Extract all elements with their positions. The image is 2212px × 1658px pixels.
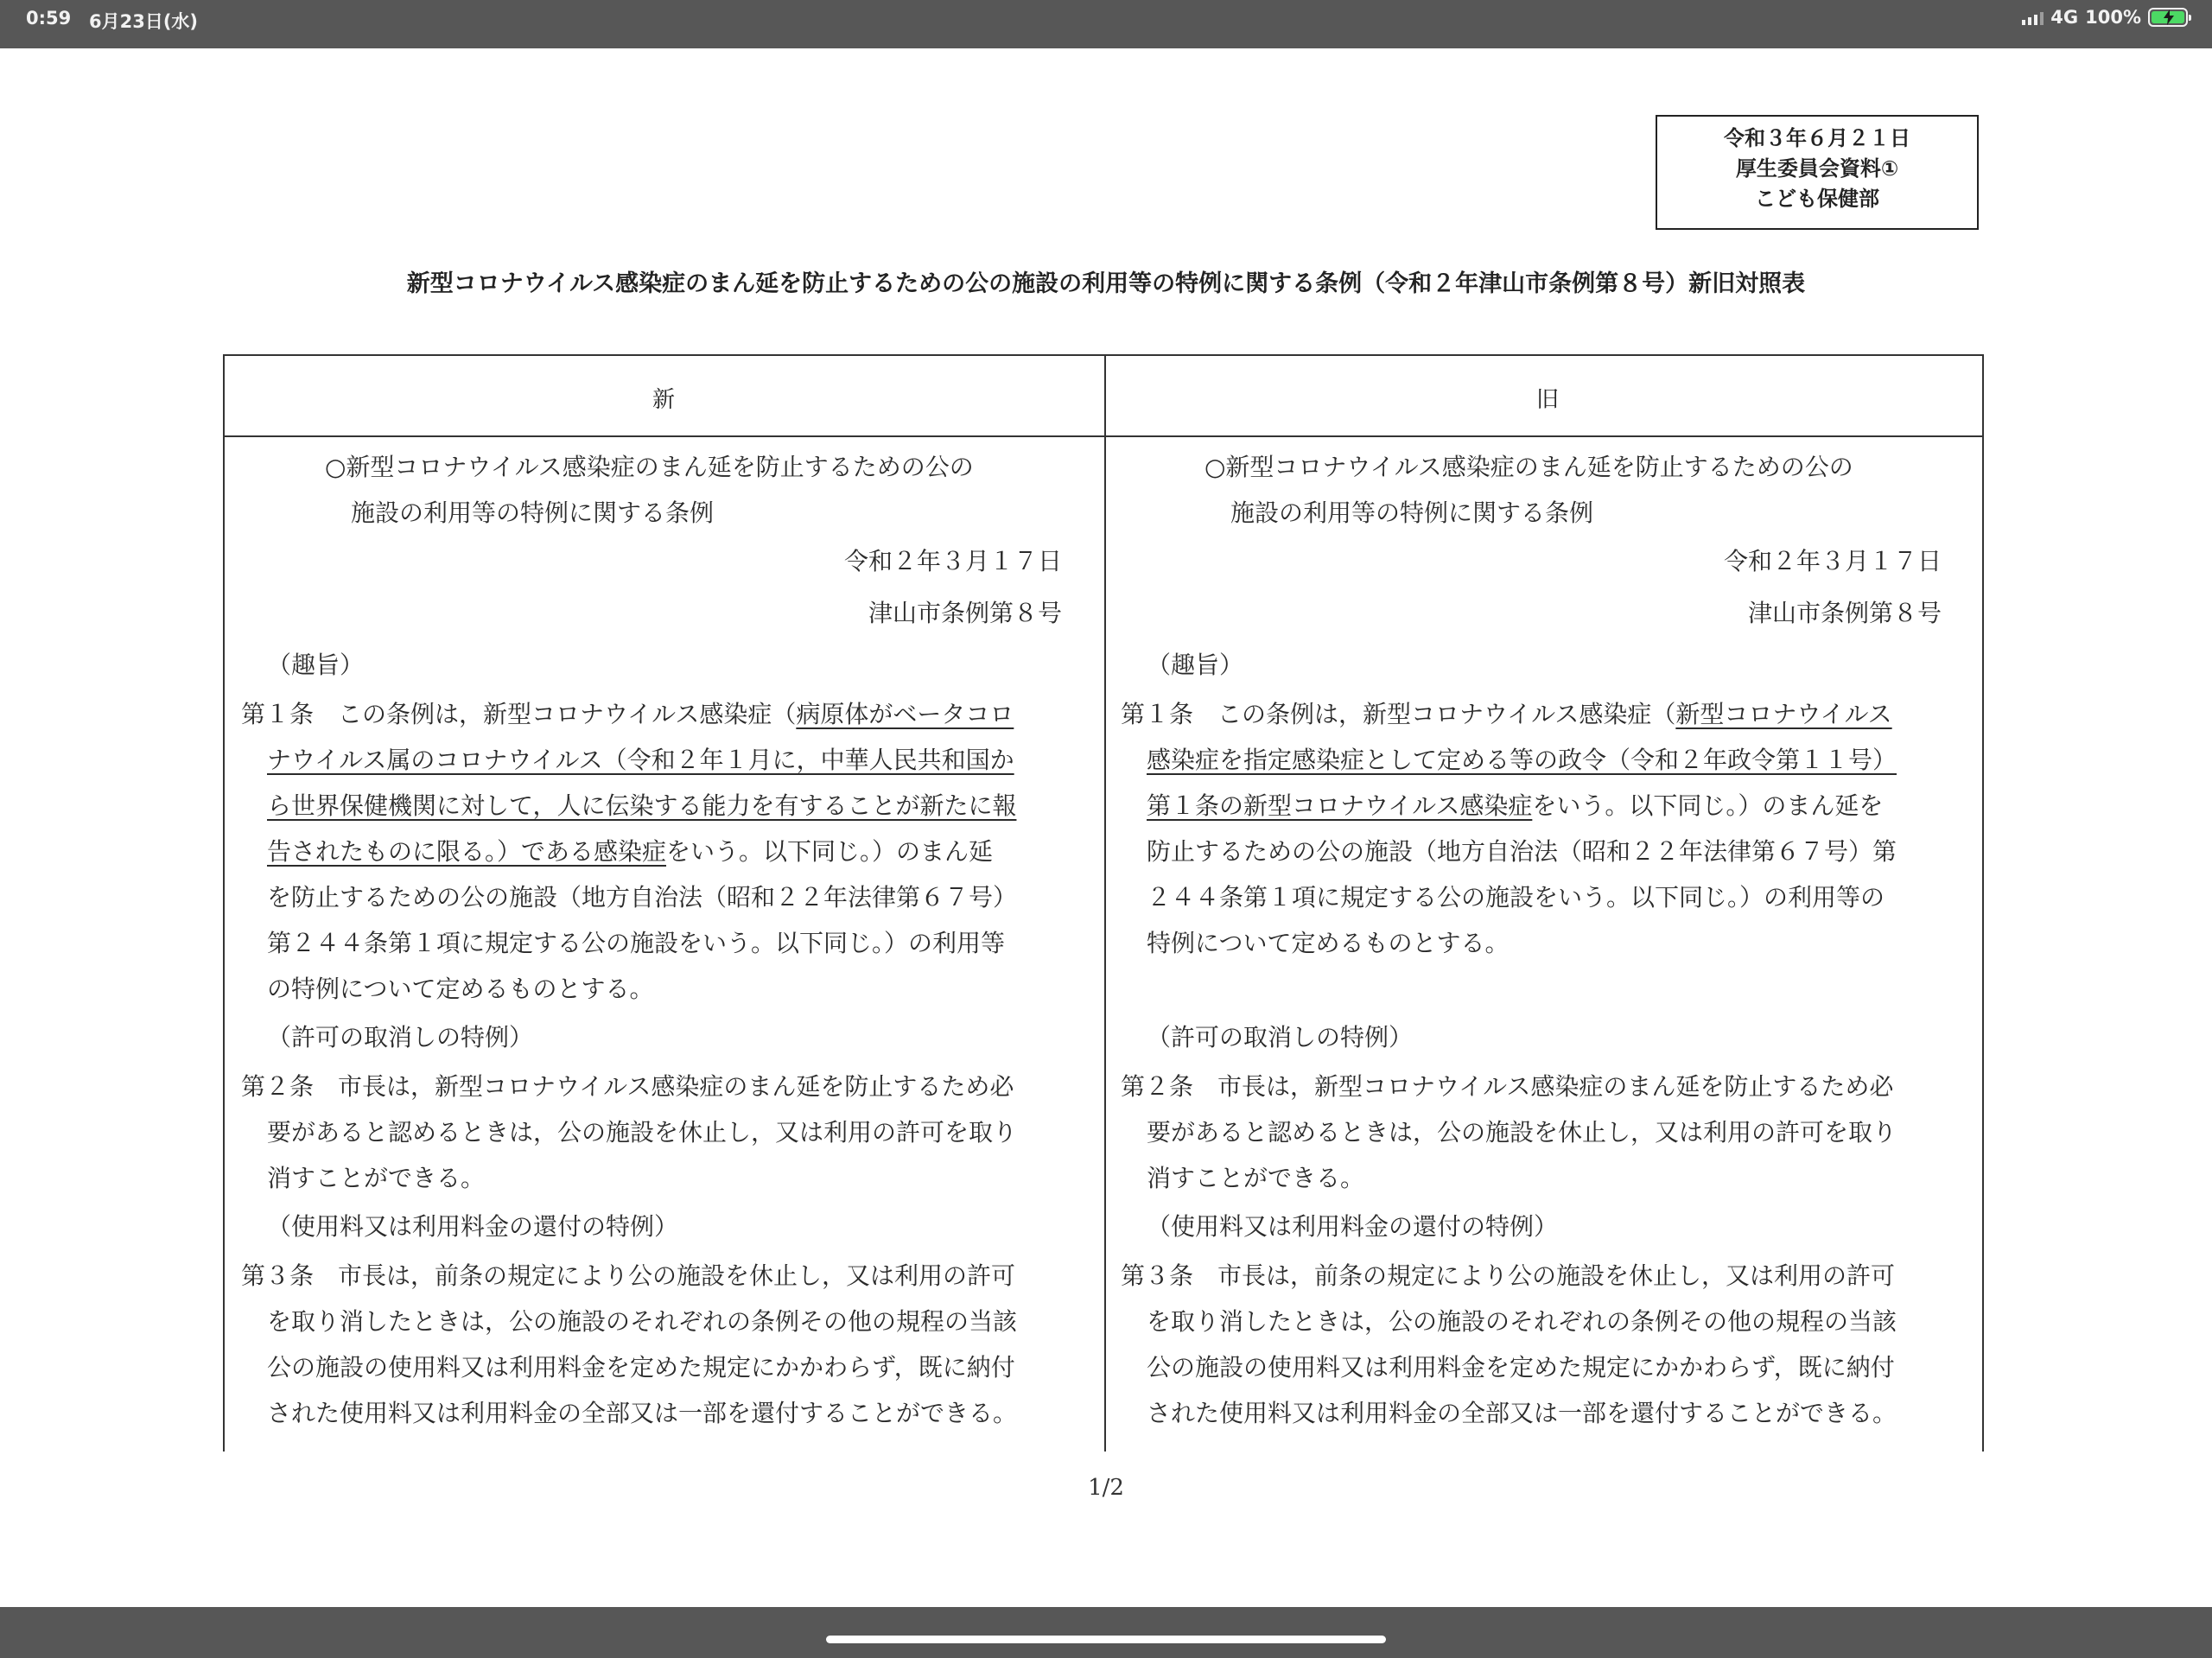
article-3-line: 第３条 市長は，前条の規定により公の施設を休止し，又は利用の許可 [241, 1261, 1016, 1290]
article-1-line: 特例について定めるものとする。 [1147, 929, 1510, 957]
article-2-line: 消すことができる。 [1147, 1164, 1365, 1192]
article-3-line: を取り消したときは，公の施設のそれぞれの条例その他の規程の当該 [267, 1307, 1018, 1336]
article-2-line: 第２条 市長は，新型コロナウイルス感染症のまん延を防止するため必 [1121, 1072, 1894, 1101]
ordinance-number: 津山市条例第８号 [1747, 599, 1942, 627]
network-label: 4G [2050, 7, 2079, 28]
ordinance-number: 津山市条例第８号 [868, 599, 1062, 627]
status-time: 0:59 [26, 8, 72, 29]
home-indicator[interactable] [826, 1636, 1386, 1643]
ordinance-title-line: 施設の利用等の特例に関する条例 [351, 499, 715, 527]
amended-text: ら世界保健機関に対して，人に伝染する能力を有することが新たに報 [267, 791, 1017, 820]
text-run: 第１条 この条例は，新型コロナウイルス感染症（ [1121, 700, 1676, 728]
article-1-line [1121, 783, 1942, 829]
article-2-line: 要があると認めるときは，公の施設を休止し，又は利用の許可を取り [1147, 1118, 1897, 1147]
battery-percent: 100% [2085, 7, 2141, 28]
ordinance-title-line: 施設の利用等の特例に関する条例 [1230, 499, 1594, 527]
ordinance-title-line: ○新型コロナウイルス感染症のまん延を防止するための公の [1205, 453, 1853, 481]
article-1-line [1121, 691, 1942, 737]
article-1-line: 第２４４条第１項に規定する公の施設をいう。以下同じ。）の利用等 [267, 929, 1006, 957]
amended-text: 告されたものに限る。）である感染症 [267, 837, 667, 866]
article-3-line: 第３条 市長は，前条の規定により公の施設を休止し，又は利用の許可 [1121, 1261, 1896, 1290]
document-stamp-box [1656, 115, 1979, 230]
section-heading: （許可の取消しの特例） [1147, 1023, 1414, 1051]
amended-text: 病原体がベータコロ [796, 700, 1014, 728]
column-header-old: 旧 [1536, 387, 1560, 413]
section-heading: （許可の取消しの特例） [267, 1023, 534, 1051]
amended-text: 新型コロナウイルス [1675, 700, 1892, 728]
article-1-line [241, 691, 1062, 737]
article-1-line: を防止するための公の施設（地方自治法（昭和２２年法律第６７号） [267, 883, 1018, 912]
text-run: をいう。以下同じ。）のまん延 [666, 837, 994, 866]
document-title: 新型コロナウイルス感染症のまん延を防止するための公の施設の利用等の特例に関する条例（令和２年津山市条例第８号）新旧対照表 [406, 270, 1806, 297]
new-column-text [241, 444, 1062, 1436]
ordinance-date: 令和２年３月１７日 [1723, 547, 1942, 575]
signal-icon [2022, 10, 2044, 25]
text-run: 第１条 この条例は，新型コロナウイルス感染症（ [241, 700, 797, 728]
amended-text: ナウイルス属のコロナウイルス（令和２年１月に，中華人民共和国か [267, 746, 1014, 774]
article-3-line: された使用料又は利用料金の全部又は一部を還付することができる。 [267, 1399, 1018, 1427]
amended-text: 第１条の新型コロナウイルス感染症 [1147, 791, 1533, 820]
section-heading: （趣旨） [267, 651, 365, 679]
document-page[interactable] [0, 48, 2212, 1607]
stamp-committee: 厚生委員会資料① [1735, 156, 1899, 181]
page-indicator: 1/2 [1088, 1475, 1124, 1501]
old-column-text [1121, 444, 1942, 1436]
article-3-line: された使用料又は利用料金の全部又は一部を還付することができる。 [1147, 1399, 1897, 1427]
status-bar [0, 0, 2212, 48]
amended-text: 感染症を指定感染症として定める等の政令（令和２年政令第１１号） [1147, 746, 1897, 774]
article-1-line: 防止するための公の施設（地方自治法（昭和２２年法律第６７号）第 [1147, 837, 1897, 866]
stamp-date: 令和３年６月２１日 [1724, 126, 1910, 150]
stamp-department: こども保健部 [1755, 187, 1879, 211]
article-1-line [1121, 737, 1942, 783]
article-2-line: 消すことができる。 [267, 1164, 486, 1192]
bottom-bar [0, 1607, 2212, 1658]
header-divider [225, 435, 1982, 437]
article-3-line: を取り消したときは，公の施設のそれぞれの条例その他の規程の当該 [1147, 1307, 1897, 1336]
article-3-line: 公の施設の使用料又は利用料金を定めた規定にかかわらず，既に納付 [267, 1353, 1015, 1382]
status-right [2022, 7, 2188, 28]
article-1-line: ２４４条第１項に規定する公の施設をいう。以下同じ。）の利用等の [1147, 883, 1885, 912]
battery-charging-icon [2148, 8, 2188, 27]
ordinance-date: 令和２年３月１７日 [843, 547, 1062, 575]
comparison-table [223, 354, 1984, 1452]
article-1-line: の特例について定めるものとする。 [267, 975, 654, 1003]
column-header-new: 新 [652, 387, 676, 413]
section-heading: （趣旨） [1147, 651, 1244, 679]
ordinance-title-line: ○新型コロナウイルス感染症のまん延を防止するための公の [325, 453, 974, 481]
article-1-line [241, 783, 1062, 829]
text-run: をいう。以下同じ。）のまん延を [1532, 791, 1884, 820]
article-2-line: 第２条 市長は，新型コロナウイルス感染症のまん延を防止するため必 [241, 1072, 1014, 1101]
status-date: 6月23日(水) [89, 11, 199, 32]
blank-line [1121, 966, 1942, 1012]
column-divider [1104, 356, 1106, 1452]
section-heading: （使用料又は利用料金の還付の特例） [1147, 1212, 1559, 1241]
article-1-line [241, 737, 1062, 783]
section-heading: （使用料又は利用料金の還付の特例） [267, 1212, 679, 1241]
article-2-line: 要があると認めるときは，公の施設を休止し，又は利用の許可を取り [267, 1118, 1018, 1147]
article-3-line: 公の施設の使用料又は利用料金を定めた規定にかかわらず，既に納付 [1147, 1353, 1895, 1382]
article-1-line [241, 829, 1062, 874]
